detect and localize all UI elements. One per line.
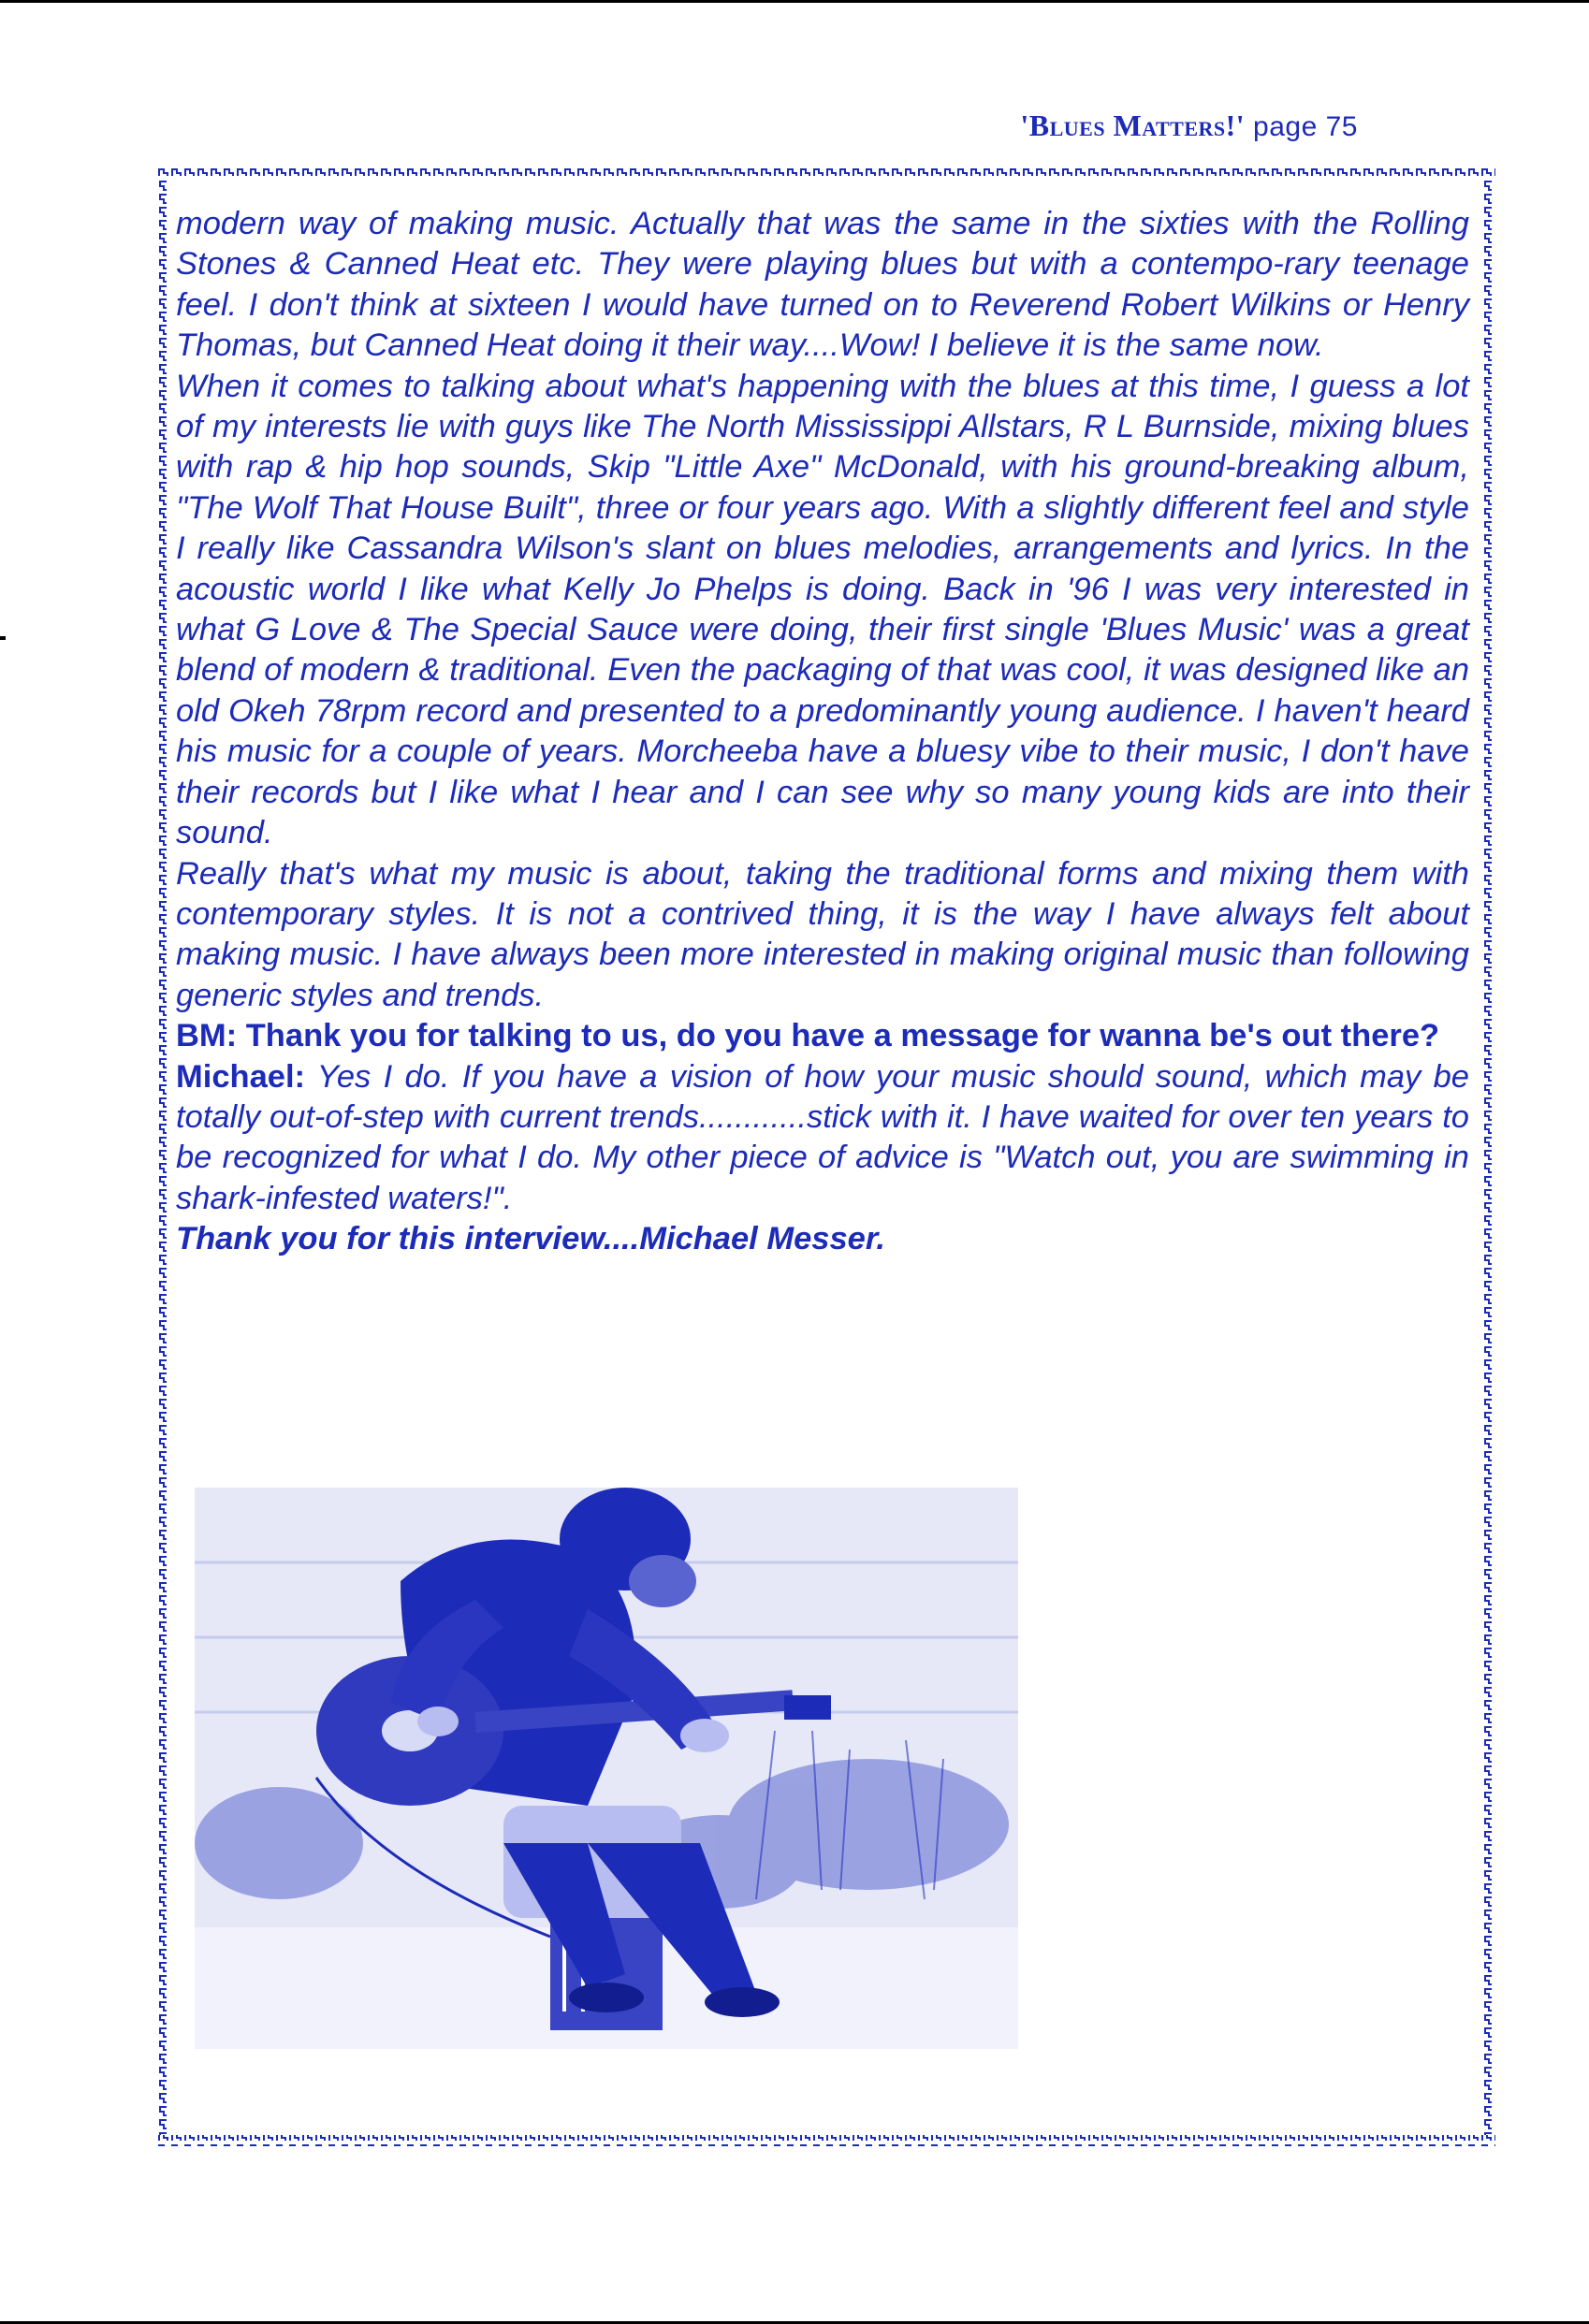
- interview-answer: [176, 1057, 1469, 1220]
- scan-mark: [0, 636, 6, 640]
- answer-speaker: Michael:: [176, 1058, 306, 1095]
- paragraph: Really that's what my music is about, taking the traditional forms and mixing them with contemporary styles. It is not a contrived thing, it is the way I have always felt about making music. I have always been more interested in making original music than following generic styles and trends.: [176, 855, 1469, 1013]
- magazine-title: 'Blues Matters!': [1020, 109, 1246, 142]
- paragraph: modern way of making music. Actually that was the same in the sixties with the Rolling Stones & Canned Heat etc. They were playing blues but with a contempo-rary teenage feel. I don't think at sixteen I would have turned on to Reverend Robert Wilkins or Henry Thomas, but Canned Heat doing it their way....Wow! I believe it is the same now.: [176, 206, 1469, 364]
- page-header: [1020, 109, 1358, 143]
- interview-question: BM: Thank you for talking to us, do you have a message for wanna be's out there?: [176, 1018, 1440, 1054]
- closing-line: Thank you for this interview....Michael Messer.: [176, 1221, 885, 1257]
- paragraph: When it comes to talking about what's happening with the blues at this time, I guess a lot of my interests lie with guys like The North Mississippi Allstars, R L Burnside, mixing blues with rap & hip hop sounds, Skip "Little Axe" McDonald, with his ground-breaking album, "The Wolf That House Built", three or four years ago. With a slightly different feel and style I really like Cassandra Wilson's slant on blues melodies, arrangements and lyrics. In the acoustic world I like what Kelly Jo Phelps is doing. Back in '96 I was very interested in what G Love & The Special Sauce were doing, their first single 'Blues Music' was a great blend of modern & traditional. Even the packaging of that was cool, it was designed like an old Okeh 78rpm record and presented to a predominantly young audience. I haven't heard his music for a couple of years. Morcheeba have a bluesy vibe to their music, I don't have their records but I like what I hear and I can see why so many young kids are into their sound.: [176, 368, 1469, 851]
- musician-photo: [195, 1450, 1018, 2049]
- page-number: page 75: [1253, 111, 1358, 142]
- musician-playing-guitar-icon: [195, 1450, 1018, 2049]
- article-body: [176, 204, 1469, 1260]
- answer-text: Yes I do. If you have a vision of how your music should sound, which may be totally out-of-step with current trends............stick with it. I have waited for over ten years to be recognized for what I do. My other piece of advice is "Watch out, you are swimming in shark-infested waters!".: [176, 1058, 1469, 1216]
